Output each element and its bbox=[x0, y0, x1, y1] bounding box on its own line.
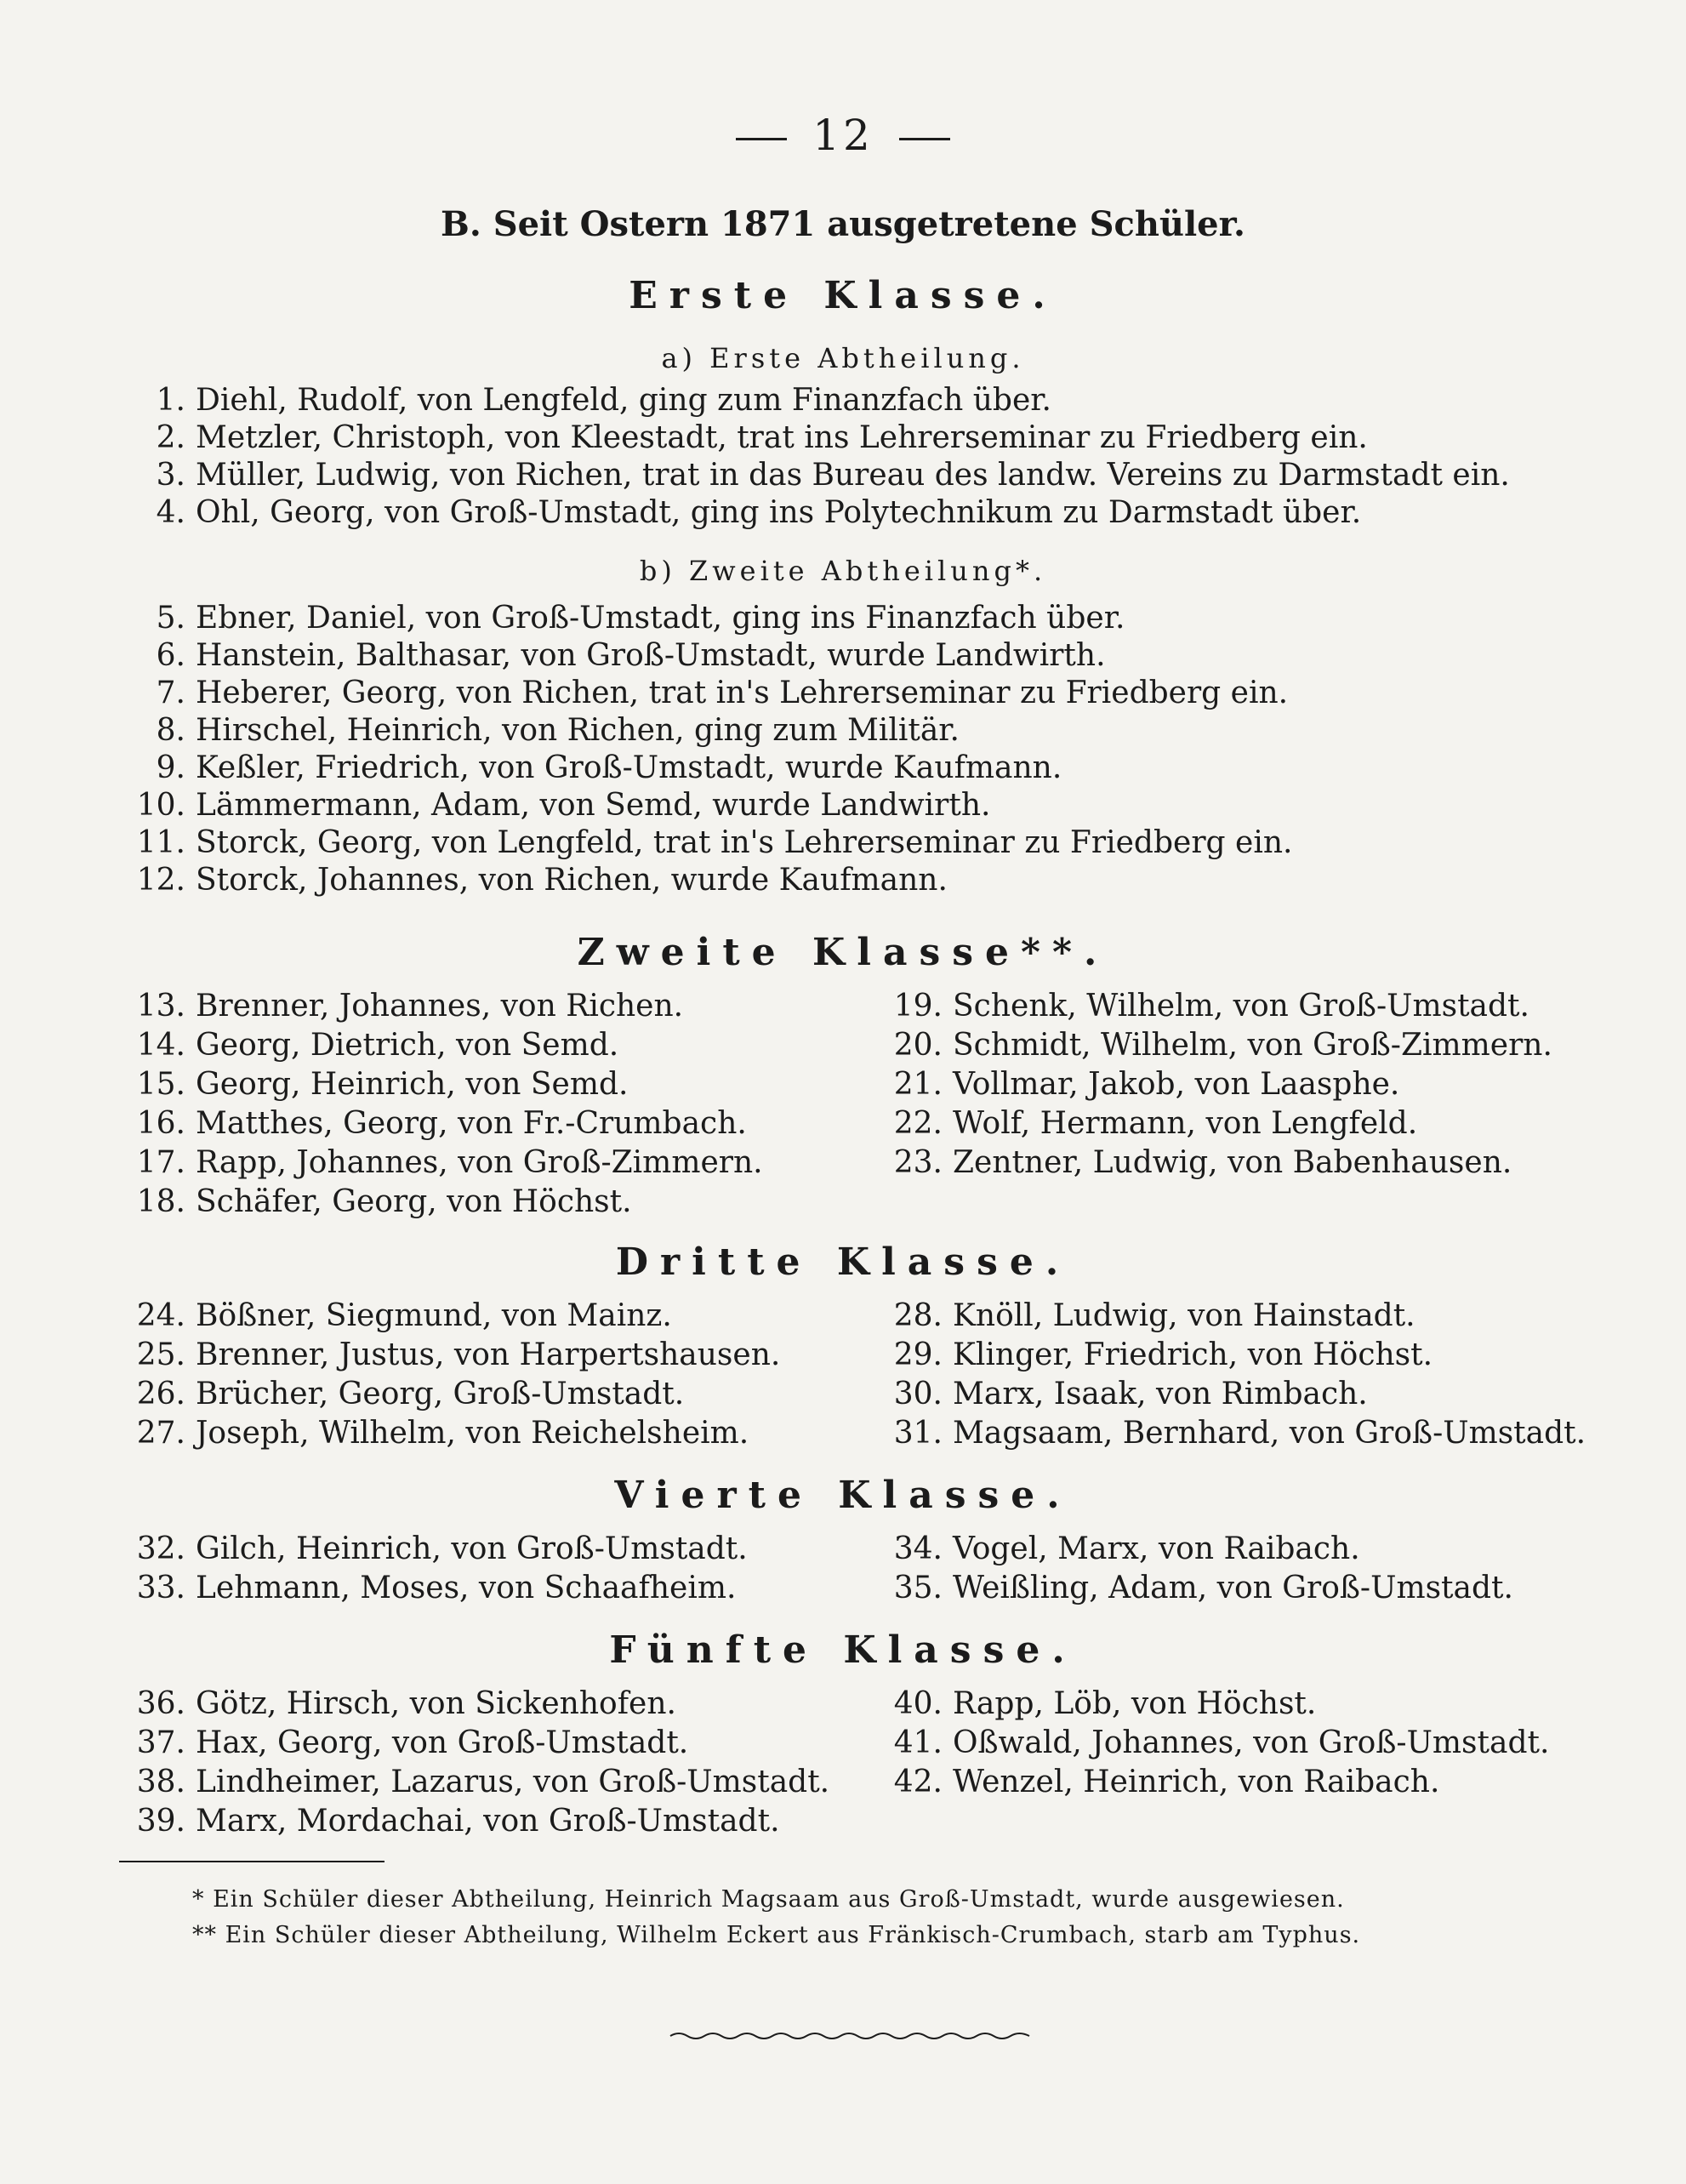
list-item: 7. Heberer, Georg, von Richen, trat in's Lehrerseminar zu Friedberg ein. bbox=[156, 676, 1289, 710]
list-item: 22. Wolf, Hermann, von Lengfeld. bbox=[893, 1106, 1418, 1141]
heading-zweite-klasse: Zweite Klasse**. bbox=[577, 931, 1109, 974]
ornament-rule-icon bbox=[669, 2030, 1031, 2042]
list-item: 28. Knöll, Ludwig, von Hainstadt. bbox=[893, 1298, 1415, 1333]
list-item: 18. Schäfer, Georg, von Höchst. bbox=[136, 1184, 632, 1219]
list-item: 21. Vollmar, Jakob, von Laasphe. bbox=[893, 1067, 1400, 1102]
list-item: 30. Marx, Isaak, von Rimbach. bbox=[893, 1377, 1368, 1411]
heading-zweite-abtheilung: b) Zweite Abtheilung*. bbox=[639, 555, 1047, 587]
heading-dritte-klasse: Dritte Klasse. bbox=[615, 1240, 1071, 1284]
list-item: 37. Hax, Georg, von Groß-Umstadt. bbox=[136, 1725, 689, 1760]
list-item: 40. Rapp, Löb, von Höchst. bbox=[893, 1686, 1317, 1721]
list-item: 19. Schenk, Wilhelm, von Groß-Umstadt. bbox=[893, 989, 1529, 1024]
list-item: 41. Oßwald, Johannes, von Groß-Umstadt. bbox=[893, 1725, 1550, 1760]
page-number: 12 bbox=[812, 111, 874, 160]
footnote-divider bbox=[119, 1861, 384, 1862]
footnote-2: ** Ein Schüler dieser Abtheilung, Wilhelm Eckert aus Fränkisch-Crumbach, starb am Typhus. bbox=[192, 1922, 1361, 1948]
list-item: 31. Magsaam, Bernhard, von Groß-Umstadt. bbox=[893, 1416, 1586, 1451]
list-item: 39. Marx, Mordachai, von Groß-Umstadt. bbox=[136, 1804, 780, 1839]
list-item: 5. Ebner, Daniel, von Groß-Umstadt, ging ins Finanzfach über. bbox=[156, 601, 1125, 636]
list-item: 23. Zentner, Ludwig, von Babenhausen. bbox=[893, 1145, 1512, 1180]
heading-vierte-klasse: Vierte Klasse. bbox=[614, 1474, 1072, 1517]
list-item: 10. Lämmermann, Adam, von Semd, wurde Landwirth. bbox=[136, 788, 991, 823]
section-title: B. Seit Ostern 1871 ausgetretene Schüler. bbox=[441, 204, 1245, 244]
list-item: 34. Vogel, Marx, von Raibach. bbox=[893, 1531, 1360, 1566]
header-dash-left bbox=[736, 138, 787, 140]
header-dash-right bbox=[899, 138, 950, 140]
page-header bbox=[0, 111, 1686, 160]
heading-erste-abtheilung: a) Erste Abtheilung. bbox=[661, 342, 1025, 374]
list-item: 2. Metzler, Christoph, von Kleestadt, trat ins Lehrerseminar zu Friedberg ein. bbox=[156, 420, 1368, 455]
list-item: 42. Wenzel, Heinrich, von Raibach. bbox=[893, 1765, 1440, 1799]
list-item: 36. Götz, Hirsch, von Sickenhofen. bbox=[136, 1686, 676, 1721]
list-item: 13. Brenner, Johannes, von Richen. bbox=[136, 989, 684, 1024]
list-item: 26. Brücher, Georg, Groß-Umstadt. bbox=[136, 1377, 685, 1411]
list-item: 3. Müller, Ludwig, von Richen, trat in das Bureau des landw. Vereins zu Darmstadt ein. bbox=[156, 458, 1510, 493]
list-item: 1. Diehl, Rudolf, von Lengfeld, ging zum Finanzfach über. bbox=[156, 383, 1051, 418]
list-item: 14. Georg, Dietrich, von Semd. bbox=[136, 1028, 619, 1063]
list-item: 25. Brenner, Justus, von Harpertshausen. bbox=[136, 1337, 781, 1372]
list-item: 9. Keßler, Friedrich, von Groß-Umstadt, wurde Kaufmann. bbox=[156, 750, 1062, 785]
list-item: 17. Rapp, Johannes, von Groß-Zimmern. bbox=[136, 1145, 763, 1180]
list-item: 6. Hanstein, Balthasar, von Groß-Umstadt, wurde Landwirth. bbox=[156, 638, 1106, 673]
list-item: 27. Joseph, Wilhelm, von Reichelsheim. bbox=[136, 1416, 749, 1451]
list-item: 38. Lindheimer, Lazarus, von Groß-Umstadt. bbox=[136, 1765, 830, 1799]
list-item: 12. Storck, Johannes, von Richen, wurde Kaufmann. bbox=[136, 863, 948, 898]
list-item: 32. Gilch, Heinrich, von Groß-Umstadt. bbox=[136, 1531, 748, 1566]
list-item: 16. Matthes, Georg, von Fr.-Crumbach. bbox=[136, 1106, 747, 1141]
list-item: 35. Weißling, Adam, von Groß-Umstadt. bbox=[893, 1571, 1513, 1605]
list-item: 33. Lehmann, Moses, von Schaafheim. bbox=[136, 1571, 737, 1605]
list-item: 15. Georg, Heinrich, von Semd. bbox=[136, 1067, 629, 1102]
heading-erste-klasse: Erste Klasse. bbox=[629, 274, 1057, 317]
heading-fuenfte-klasse: Fünfte Klasse. bbox=[609, 1628, 1077, 1672]
list-item: 20. Schmidt, Wilhelm, von Groß-Zimmern. bbox=[893, 1028, 1552, 1063]
list-item: 29. Klinger, Friedrich, von Höchst. bbox=[893, 1337, 1433, 1372]
list-item: 11. Storck, Georg, von Lengfeld, trat in's Lehrerseminar zu Friedberg ein. bbox=[136, 825, 1293, 860]
list-item: 4. Ohl, Georg, von Groß-Umstadt, ging ins Polytechnikum zu Darmstadt über. bbox=[156, 495, 1362, 530]
footnote-1: * Ein Schüler dieser Abtheilung, Heinrich Magsaam aus Groß-Umstadt, wurde ausgewiesen. bbox=[192, 1886, 1345, 1913]
list-item: 24. Bößner, Siegmund, von Mainz. bbox=[136, 1298, 672, 1333]
list-item: 8. Hirschel, Heinrich, von Richen, ging zum Militär. bbox=[156, 713, 960, 748]
